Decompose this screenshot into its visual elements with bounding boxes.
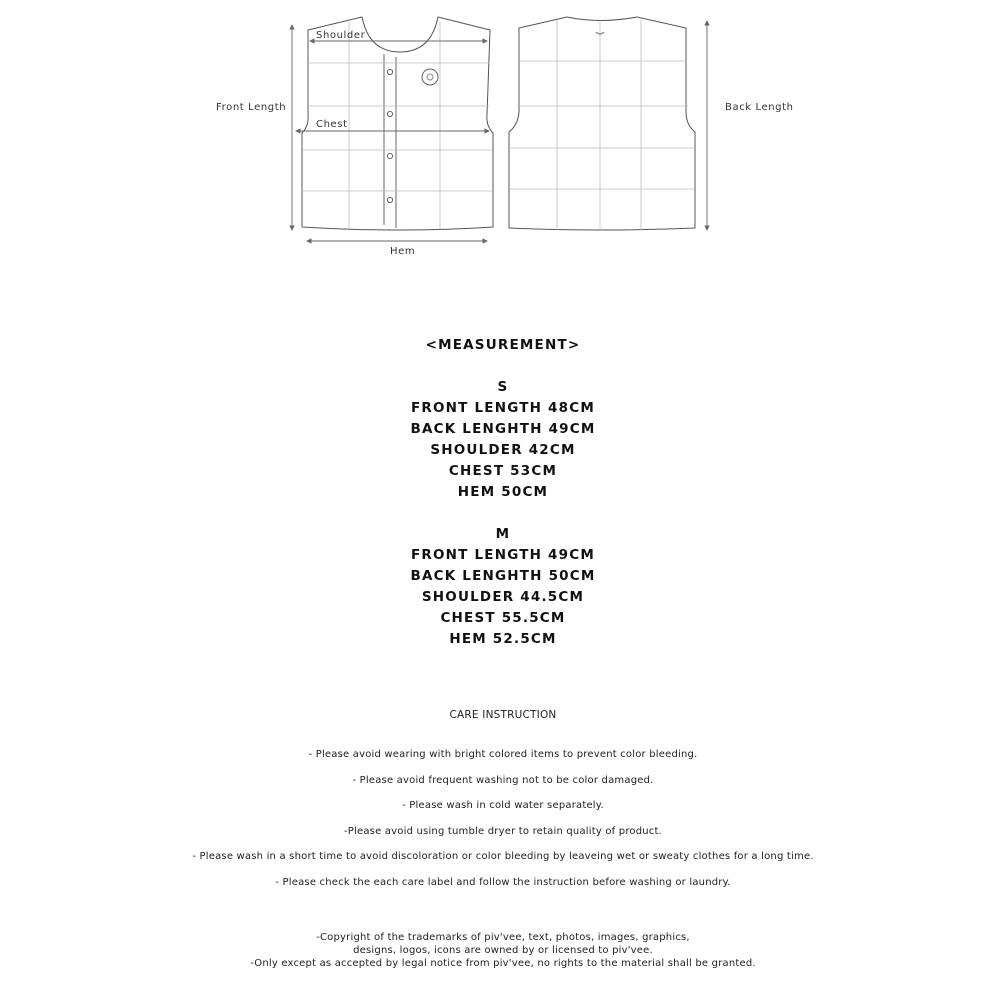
vest-measurement-diagram: [0, 0, 1006, 270]
copyright-notice: [0, 931, 1006, 970]
size-s-back-length: BACK LENGHTH 49CM: [410, 421, 596, 437]
vest-diagram-svg: [0, 0, 1006, 270]
care-item: - Please wash in cold water separately.: [402, 800, 604, 812]
copyright-line: -Only except as accepted by legal notice from piv'vee, no rights to the material shall be granted.: [250, 958, 756, 969]
shoulder-label: Shoulder: [316, 30, 366, 41]
copyright-line: designs, logos, icons are owned by or licensed to piv'vee.: [353, 945, 653, 956]
care-item: -Please avoid using tumble dryer to retain quality of product.: [343, 825, 663, 837]
care-instruction-title: CARE INSTRUCTION: [449, 709, 557, 721]
copyright-line: -Copyright of the trademarks of piv'vee, text, photos, images, graphics,: [316, 932, 690, 943]
care-item: - Please check the each care label and follow the instruction before washing or laundry.: [275, 876, 731, 888]
size-m-front-length: FRONT LENGTH 49CM: [410, 547, 595, 563]
size-s-front-length: FRONT LENGTH 48CM: [410, 400, 595, 416]
care-item: - Please avoid wearing with bright colored items to prevent color bleeding.: [308, 749, 698, 760]
care-item: - Please avoid frequent washing not to be color damaged.: [352, 774, 654, 786]
vest-back: [509, 17, 695, 231]
size-m-hem: HEM 52.5CM: [449, 631, 557, 647]
size-m-back-length: BACK LENGHTH 50CM: [410, 568, 596, 584]
hem-label: Hem: [390, 246, 416, 257]
front-length-label: Front Length: [216, 102, 287, 113]
back-length-label: Back Length: [725, 102, 794, 113]
size-s-hem: HEM 50CM: [457, 484, 549, 500]
size-label: M: [495, 526, 511, 542]
measurement-section: [0, 335, 1006, 650]
size-s-shoulder: SHOULDER 42CM: [430, 442, 576, 458]
measurement-heading: <MEASUREMENT>: [425, 337, 581, 353]
care-item: - Please wash in a short time to avoid discoloration or color bleeding by leaveing wet or sweaty clothes for a long time.: [192, 851, 814, 863]
chest-label: Chest: [316, 119, 348, 130]
size-s-chest: CHEST 53CM: [448, 463, 558, 479]
care-instruction-list: [0, 745, 1006, 899]
size-label: S: [497, 379, 509, 395]
size-m-chest: CHEST 55.5CM: [440, 610, 566, 626]
size-m-shoulder: SHOULDER 44.5CM: [421, 589, 585, 605]
